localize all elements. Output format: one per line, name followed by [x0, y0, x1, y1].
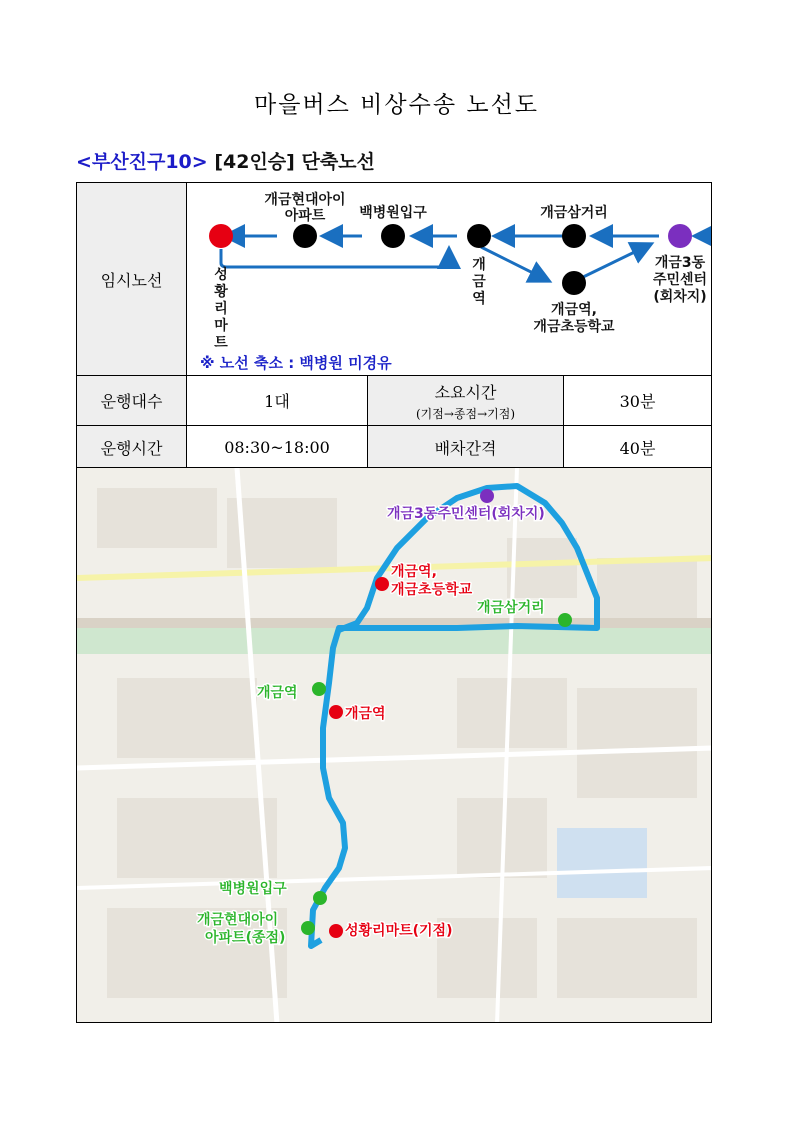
- route-diagram: [187, 183, 711, 375]
- station-label-char: 개: [472, 257, 486, 273]
- start-label-char: 마: [214, 318, 228, 334]
- route-map: [76, 467, 712, 1023]
- start-label-char: 황: [214, 284, 228, 300]
- baek-map-label: 백병원입구: [219, 881, 287, 897]
- station-label-char: 역: [472, 291, 486, 307]
- duration-value: 30분: [564, 376, 712, 426]
- baek-label: 백병원입구: [359, 205, 427, 221]
- route-description: [42인승] 단축노선: [214, 151, 375, 173]
- station-green-map-label: 개금역: [257, 685, 298, 701]
- school-label-1: 개금역,: [551, 302, 597, 318]
- start-stop-marker: [209, 224, 233, 248]
- center-map-label: 개금3동주민센터(회차지): [387, 506, 545, 522]
- map-canvas: [77, 468, 712, 1023]
- center-stop-marker: [668, 224, 692, 248]
- route-heading: [76, 147, 375, 174]
- start-label-char: 트: [214, 335, 228, 351]
- hyundai-map-marker: [301, 921, 315, 935]
- station-red-map-marker: [329, 705, 343, 719]
- temporary-route-label: 임시노선: [77, 183, 187, 376]
- baek-map-marker: [313, 891, 327, 905]
- arrow-to-center: [577, 245, 649, 280]
- school-map-label-1: 개금역,: [391, 564, 437, 580]
- school-map-label-2: 개금초등학교: [391, 582, 473, 598]
- school-map-marker: [375, 577, 389, 591]
- operation-row-2: [77, 426, 712, 470]
- operation-row-1: [77, 376, 712, 426]
- duration-label-main: 소요시간: [434, 382, 497, 402]
- school-stop-marker: [562, 271, 586, 295]
- diagram-labels: [213, 191, 707, 351]
- center-label-2: 주민센터: [652, 272, 708, 288]
- arrow-to-school: [481, 247, 547, 280]
- center-label-1: 개금3동: [654, 255, 706, 271]
- route-code: <부산진구10>: [76, 151, 208, 173]
- hyundai-label-2: 아파트: [284, 208, 326, 224]
- interval-value: 40분: [564, 426, 712, 470]
- page-title: 마을버스 비상수송 노선도: [253, 92, 540, 118]
- temporary-route-row: [77, 183, 712, 376]
- interval-label: 배차간격: [368, 426, 564, 470]
- samgeori-map-label: 개금삼거리: [477, 600, 545, 616]
- hyundai-map-label-1: 개금현대아이: [197, 912, 279, 928]
- vehicles-value: 1대: [187, 376, 368, 426]
- baek-stop-marker: [381, 224, 405, 248]
- samgeori-label: 개금삼거리: [540, 205, 608, 221]
- route-info-table: [76, 182, 712, 470]
- samgeori-map-marker: [558, 613, 572, 627]
- duration-label-sub: (기점→종점→기점): [415, 406, 516, 421]
- school-label-2: 개금초등학교: [533, 319, 615, 335]
- station-red-map-label: 개금역: [345, 706, 386, 722]
- hyundai-label-1: 개금현대아이: [264, 192, 346, 208]
- start-map-marker: [329, 924, 343, 938]
- duration-label: [368, 376, 564, 426]
- station-stop-marker: [467, 224, 491, 248]
- arrow-loop: [221, 249, 449, 267]
- hours-label: 운행시간: [77, 426, 187, 470]
- route-diagram-cell: [187, 183, 712, 376]
- start-label-char: 성: [214, 267, 228, 283]
- hyundai-map-label-2: 아파트(종점): [205, 930, 286, 946]
- start-map-label: 성황리마트(기점): [345, 923, 453, 939]
- start-label-char: 리: [214, 301, 228, 317]
- samgeori-stop-marker: [562, 224, 586, 248]
- hours-value: 08:30~18:00: [187, 426, 368, 470]
- hyundai-stop-marker: [293, 224, 317, 248]
- center-map-marker: [480, 489, 494, 503]
- center-label-3: (회차지): [653, 289, 707, 305]
- station-green-map-marker: [312, 682, 326, 696]
- station-label-char: 금: [472, 274, 486, 290]
- route-note: ※ 노선 축소 : 백병원 미경유: [200, 354, 392, 372]
- vehicles-label: 운행대수: [77, 376, 187, 426]
